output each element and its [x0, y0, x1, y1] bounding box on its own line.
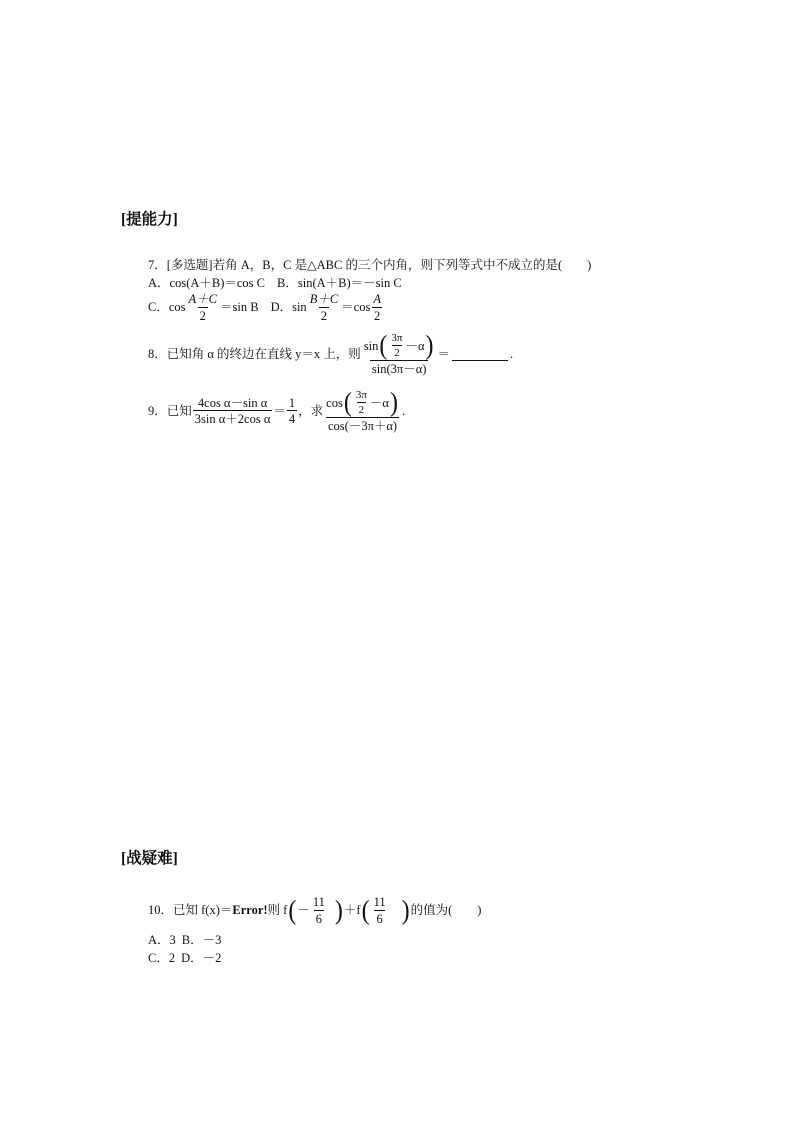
fraction-numerator: 4cos α－sin α: [197, 395, 268, 410]
right-paren: ): [334, 895, 343, 926]
inner-fraction: [389, 333, 404, 359]
q7-options-cd: [148, 293, 384, 322]
q7-option-c-fraction: [187, 293, 219, 322]
section-title-ability: [提能力]: [121, 211, 178, 228]
q9-mid: ，求: [298, 404, 324, 418]
q7-option-a: A．cos(A＋B)＝cos C: [148, 276, 266, 290]
fraction-numerator: 11: [373, 895, 386, 909]
q10-fraction-b: [372, 896, 388, 925]
q7-option-b: B．sin(A＋B)＝－sin C: [277, 276, 402, 290]
inner-rest: －α: [405, 338, 425, 353]
fraction-numerator: 1: [288, 395, 296, 410]
section-title-difficulty: [战疑难]: [121, 850, 178, 867]
q7-option-d-fraction: [308, 293, 340, 322]
q10-option-d: D．－2: [181, 951, 222, 965]
q9-end: .: [401, 404, 406, 418]
q8-fraction-denominator: sin(3π－α): [371, 362, 427, 376]
left-paren: (: [288, 895, 297, 926]
q10-prefix: 10．已知 f(x)＝: [148, 903, 233, 918]
fraction-denominator: 2: [358, 404, 365, 416]
q9-eq: ＝: [273, 404, 286, 418]
q7-options-ab: [148, 277, 402, 290]
fraction-denominator: 6: [376, 911, 383, 926]
q9-fraction-2: [287, 397, 297, 426]
fraction-denominator: 2: [394, 347, 400, 359]
fraction-denominator: 4: [288, 412, 296, 427]
fraction-denominator: 6: [315, 911, 322, 926]
q9-line: [148, 390, 405, 433]
q10-then: 则 f: [267, 903, 288, 918]
q9-fraction-3-denominator: cos(－3π＋α): [328, 419, 398, 433]
q10-plus: ＋f: [343, 903, 361, 918]
right-paren: ): [425, 331, 434, 361]
q8-fraction: [362, 333, 437, 376]
q10-fraction-a: [311, 896, 327, 925]
fraction-numerator: 11: [312, 895, 325, 909]
q9-fraction-3-numerator: [324, 390, 401, 417]
q10-suffix: 的值为( ): [410, 903, 482, 918]
func-name: sin: [363, 338, 379, 353]
fraction-numerator: 3π: [355, 389, 367, 401]
q7-option-d-eq: ＝cos: [341, 300, 371, 315]
q7-stem: 7．[多选题]若角 A，B，C 是△ABC 的三个内角，则下列等式中不成立的是( ): [148, 258, 592, 272]
q8-line: [148, 333, 513, 376]
q9-fraction-3: [324, 390, 401, 433]
right-paren: ): [401, 895, 410, 926]
q7-option-c-label: C．cos: [148, 300, 186, 315]
fraction-numerator: B＋C: [309, 292, 339, 306]
q7-option-d-label: D．sin: [270, 300, 307, 315]
q7-option-d-fraction-2: [371, 293, 383, 322]
fraction-numerator: A: [373, 292, 381, 306]
fraction-numerator: A＋C: [188, 292, 217, 306]
inner-rest: －α: [369, 395, 389, 410]
q8-end: .: [510, 347, 514, 361]
left-paren: (: [343, 388, 352, 418]
func-name: cos: [326, 395, 343, 410]
q8-fraction-numerator: [362, 333, 437, 360]
q8-eq: ＝: [437, 347, 451, 361]
q8-prefix: 8．已知角 α 的终边在直线 y＝x 上，则: [148, 347, 361, 361]
fraction-denominator: 2: [320, 308, 328, 323]
inner-fraction: [354, 390, 369, 416]
answer-blank[interactable]: [452, 348, 508, 361]
q10-options-cd: [148, 952, 221, 965]
q9-prefix: 9．已知: [148, 404, 192, 418]
q10-option-a: A．3: [148, 933, 176, 947]
right-paren: ): [389, 388, 398, 418]
q7-option-c-rhs: ＝sin B: [220, 300, 259, 315]
fraction-numerator: 3π: [391, 332, 403, 344]
q10-options-ab: [148, 934, 221, 947]
fraction-denominator: 2: [374, 308, 381, 323]
q10-option-c: C．2: [148, 951, 176, 965]
q10-option-b: B．－3: [181, 933, 222, 947]
q9-fraction-1: [193, 397, 273, 426]
q10-line: [148, 896, 481, 925]
fraction-denominator: 2: [199, 308, 206, 323]
error-text: Error!: [232, 903, 268, 918]
fraction-denominator: 3sin α＋2cos α: [194, 412, 271, 427]
left-paren: (: [361, 895, 370, 926]
left-paren: (: [379, 331, 388, 361]
q10-neg: －: [297, 903, 310, 918]
